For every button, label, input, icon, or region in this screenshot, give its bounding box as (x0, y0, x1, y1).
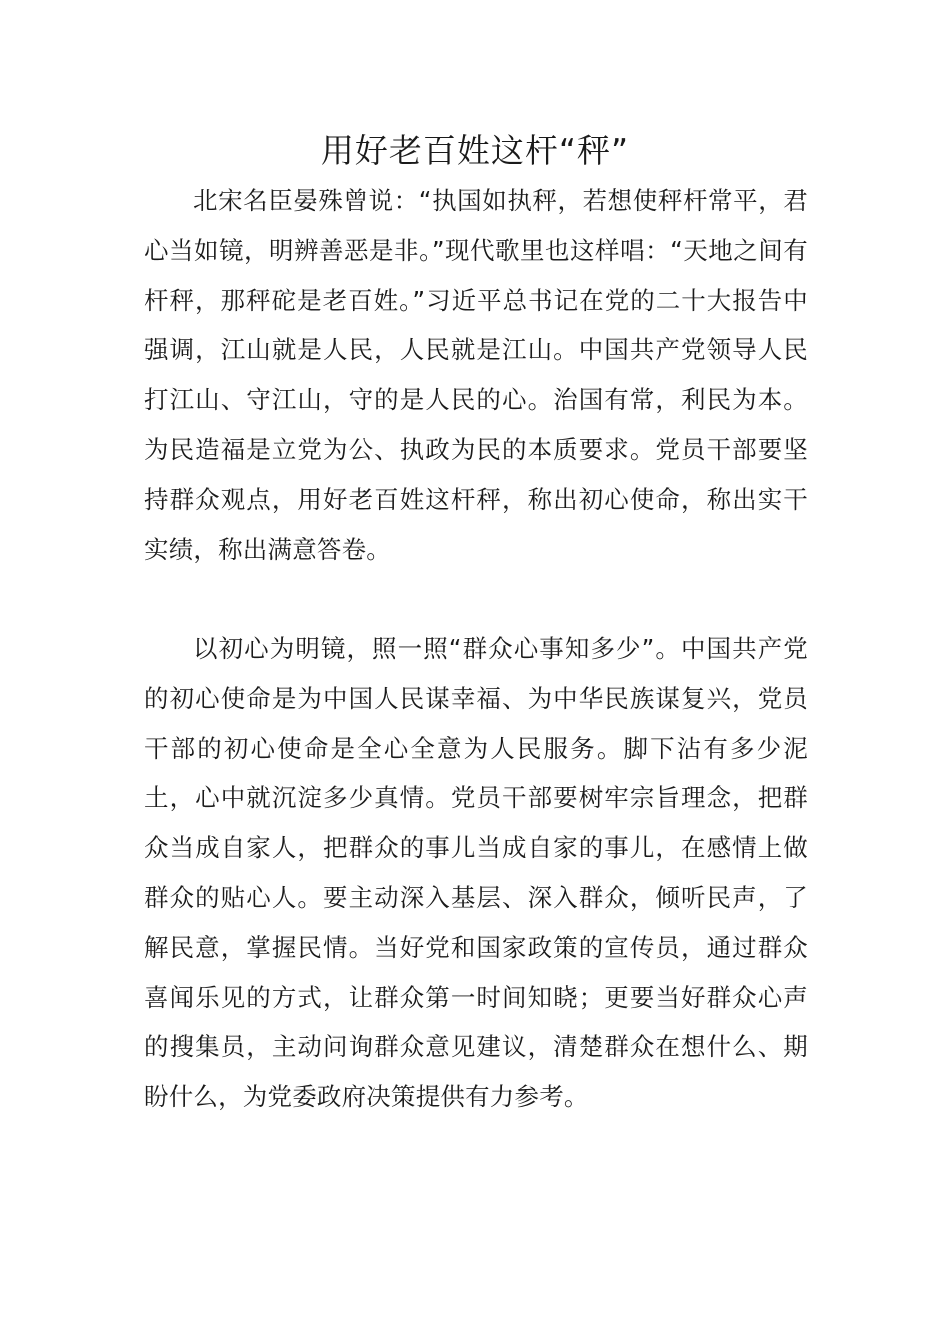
paragraph-1: 北宋名臣晏殊曾说：“执国如执秤，若想使秤杆常平，君心当如镜，明辨善恶是非。”现代歌里也这样唱：“天地之间有杆秤，那秤砣是老百姓。”习近平总书记在党的二十大报告中强调，江山就是人民，人民就是江山。中国共产党领导人民打江山、守江山，守的是人民的心。治国有常，利民为本。为民造福是立党为公、执政为民的本质要求。党员干部要坚持群众观点，用好老百姓这杆秤，称出初心使命，称出实干实绩，称出满意答卷。 (144, 186, 808, 564)
paragraph-2: 以初心为明镜，照一照“群众心事知多少”。中国共产党的初心使命是为中国人民谋幸福、为中华民族谋复兴，党员干部的初心使命是全心全意为人民服务。脚下沾有多少泥土，心中就沉淀多少真情。党员干部要树牢宗旨理念，把群众当成自家人，把群众的事儿当成自家的事儿，在感情上做群众的贴心人。要主动深入基层、深入群众，倾听民声，了解民意，掌握民情。当好党和国家政策的宣传员，通过群众喜闻乐见的方式，让群众第一时间知晓；更要当好群众心声的搜集员，主动问询群众意见建议，清楚群众在想什么、期盼什么，为党委政府决策提供有力参考。 (144, 634, 808, 1112)
document-title: 用好老百姓这杆“秤” (320, 131, 630, 170)
